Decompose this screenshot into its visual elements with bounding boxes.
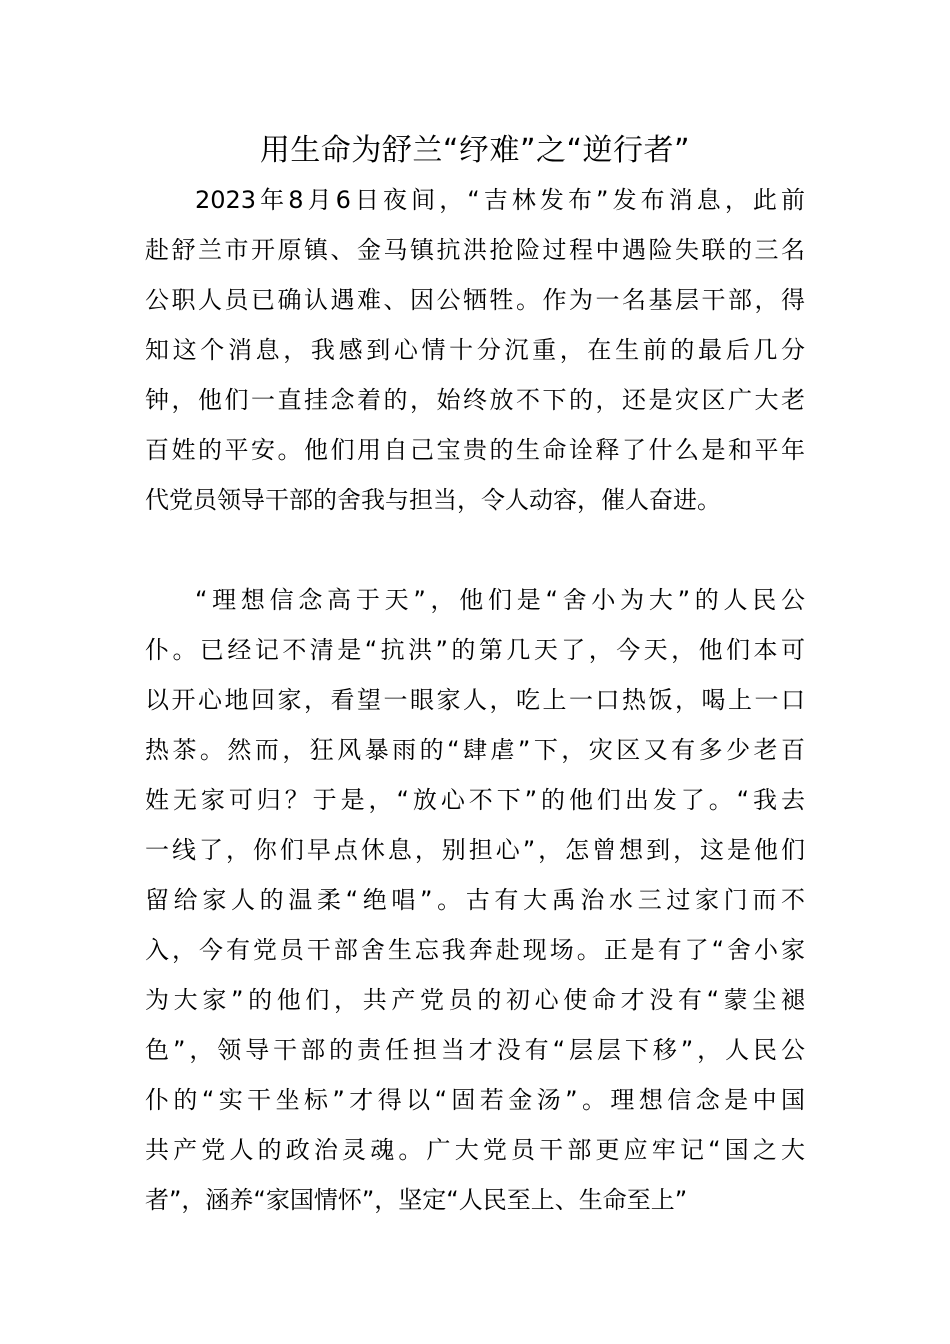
- paragraph-1: [145, 175, 805, 525]
- paragraph-line: 以开心地回家，看望一眼家人，吃上一口热饭，喝上一口: [145, 686, 805, 714]
- paragraph-line: 公职人员已确认遇难、因公牺牲。作为一名基层干部，得: [145, 286, 805, 314]
- paragraph-line: 仆的“实干坐标”才得以“固若金汤”。理想信念是中国: [145, 1086, 805, 1114]
- paragraph-line: 仆。已经记不清是“抗洪”的第几天了，今天，他们本可: [145, 636, 805, 664]
- paragraph-line: 百姓的平安。他们用自己宝贵的生命诠释了什么是和平年: [145, 436, 805, 464]
- document-title: 用生命为舒兰“纾难”之“逆行者”: [259, 133, 691, 168]
- paragraph-line: 姓无家可归？于是，“放心不下”的他们出发了。“我去: [145, 786, 805, 814]
- paragraph-line: 为大家”的他们，共产党员的初心使命才没有“蒙尘褪: [145, 986, 805, 1014]
- paragraph-line: 共产党人的政治灵魂。广大党员干部更应牢记“国之大: [145, 1136, 805, 1164]
- paragraph-line: 留给家人的温柔“绝唱”。古有大禹治水三过家门而不: [145, 886, 805, 914]
- paragraph-line: 者”，涵养“家国情怀”，坚定“人民至上、生命至上”: [145, 1186, 688, 1214]
- paragraph-line: 入，今有党员干部舍生忘我奔赴现场。正是有了“舍小家: [145, 936, 805, 964]
- paragraph-line: 2023年8月6日夜间，“吉林发布”发布消息，此前: [195, 186, 805, 214]
- paragraph-2: [145, 575, 805, 1225]
- paragraph-line: 热茶。然而，狂风暴雨的“肆虐”下，灾区又有多少老百: [145, 736, 805, 764]
- paragraph-line: 一线了，你们早点休息，别担心”，怎曾想到，这是他们: [145, 836, 805, 864]
- paragraph-line: 知这个消息，我感到心情十分沉重，在生前的最后几分: [145, 336, 805, 364]
- paragraph-line: “理想信念高于天”，他们是“舍小为大”的人民公: [195, 586, 805, 614]
- paragraph-line: 钟，他们一直挂念着的，始终放不下的，还是灾区广大老: [145, 386, 805, 414]
- paragraph-line: 代党员领导干部的舍我与担当，令人动容，催人奋进。: [145, 486, 721, 514]
- paragraph-line: 赴舒兰市开原镇、金马镇抗洪抢险过程中遇险失联的三名: [145, 236, 805, 264]
- paragraph-line: 色”，领导干部的责任担当才没有“层层下移”，人民公: [145, 1036, 805, 1064]
